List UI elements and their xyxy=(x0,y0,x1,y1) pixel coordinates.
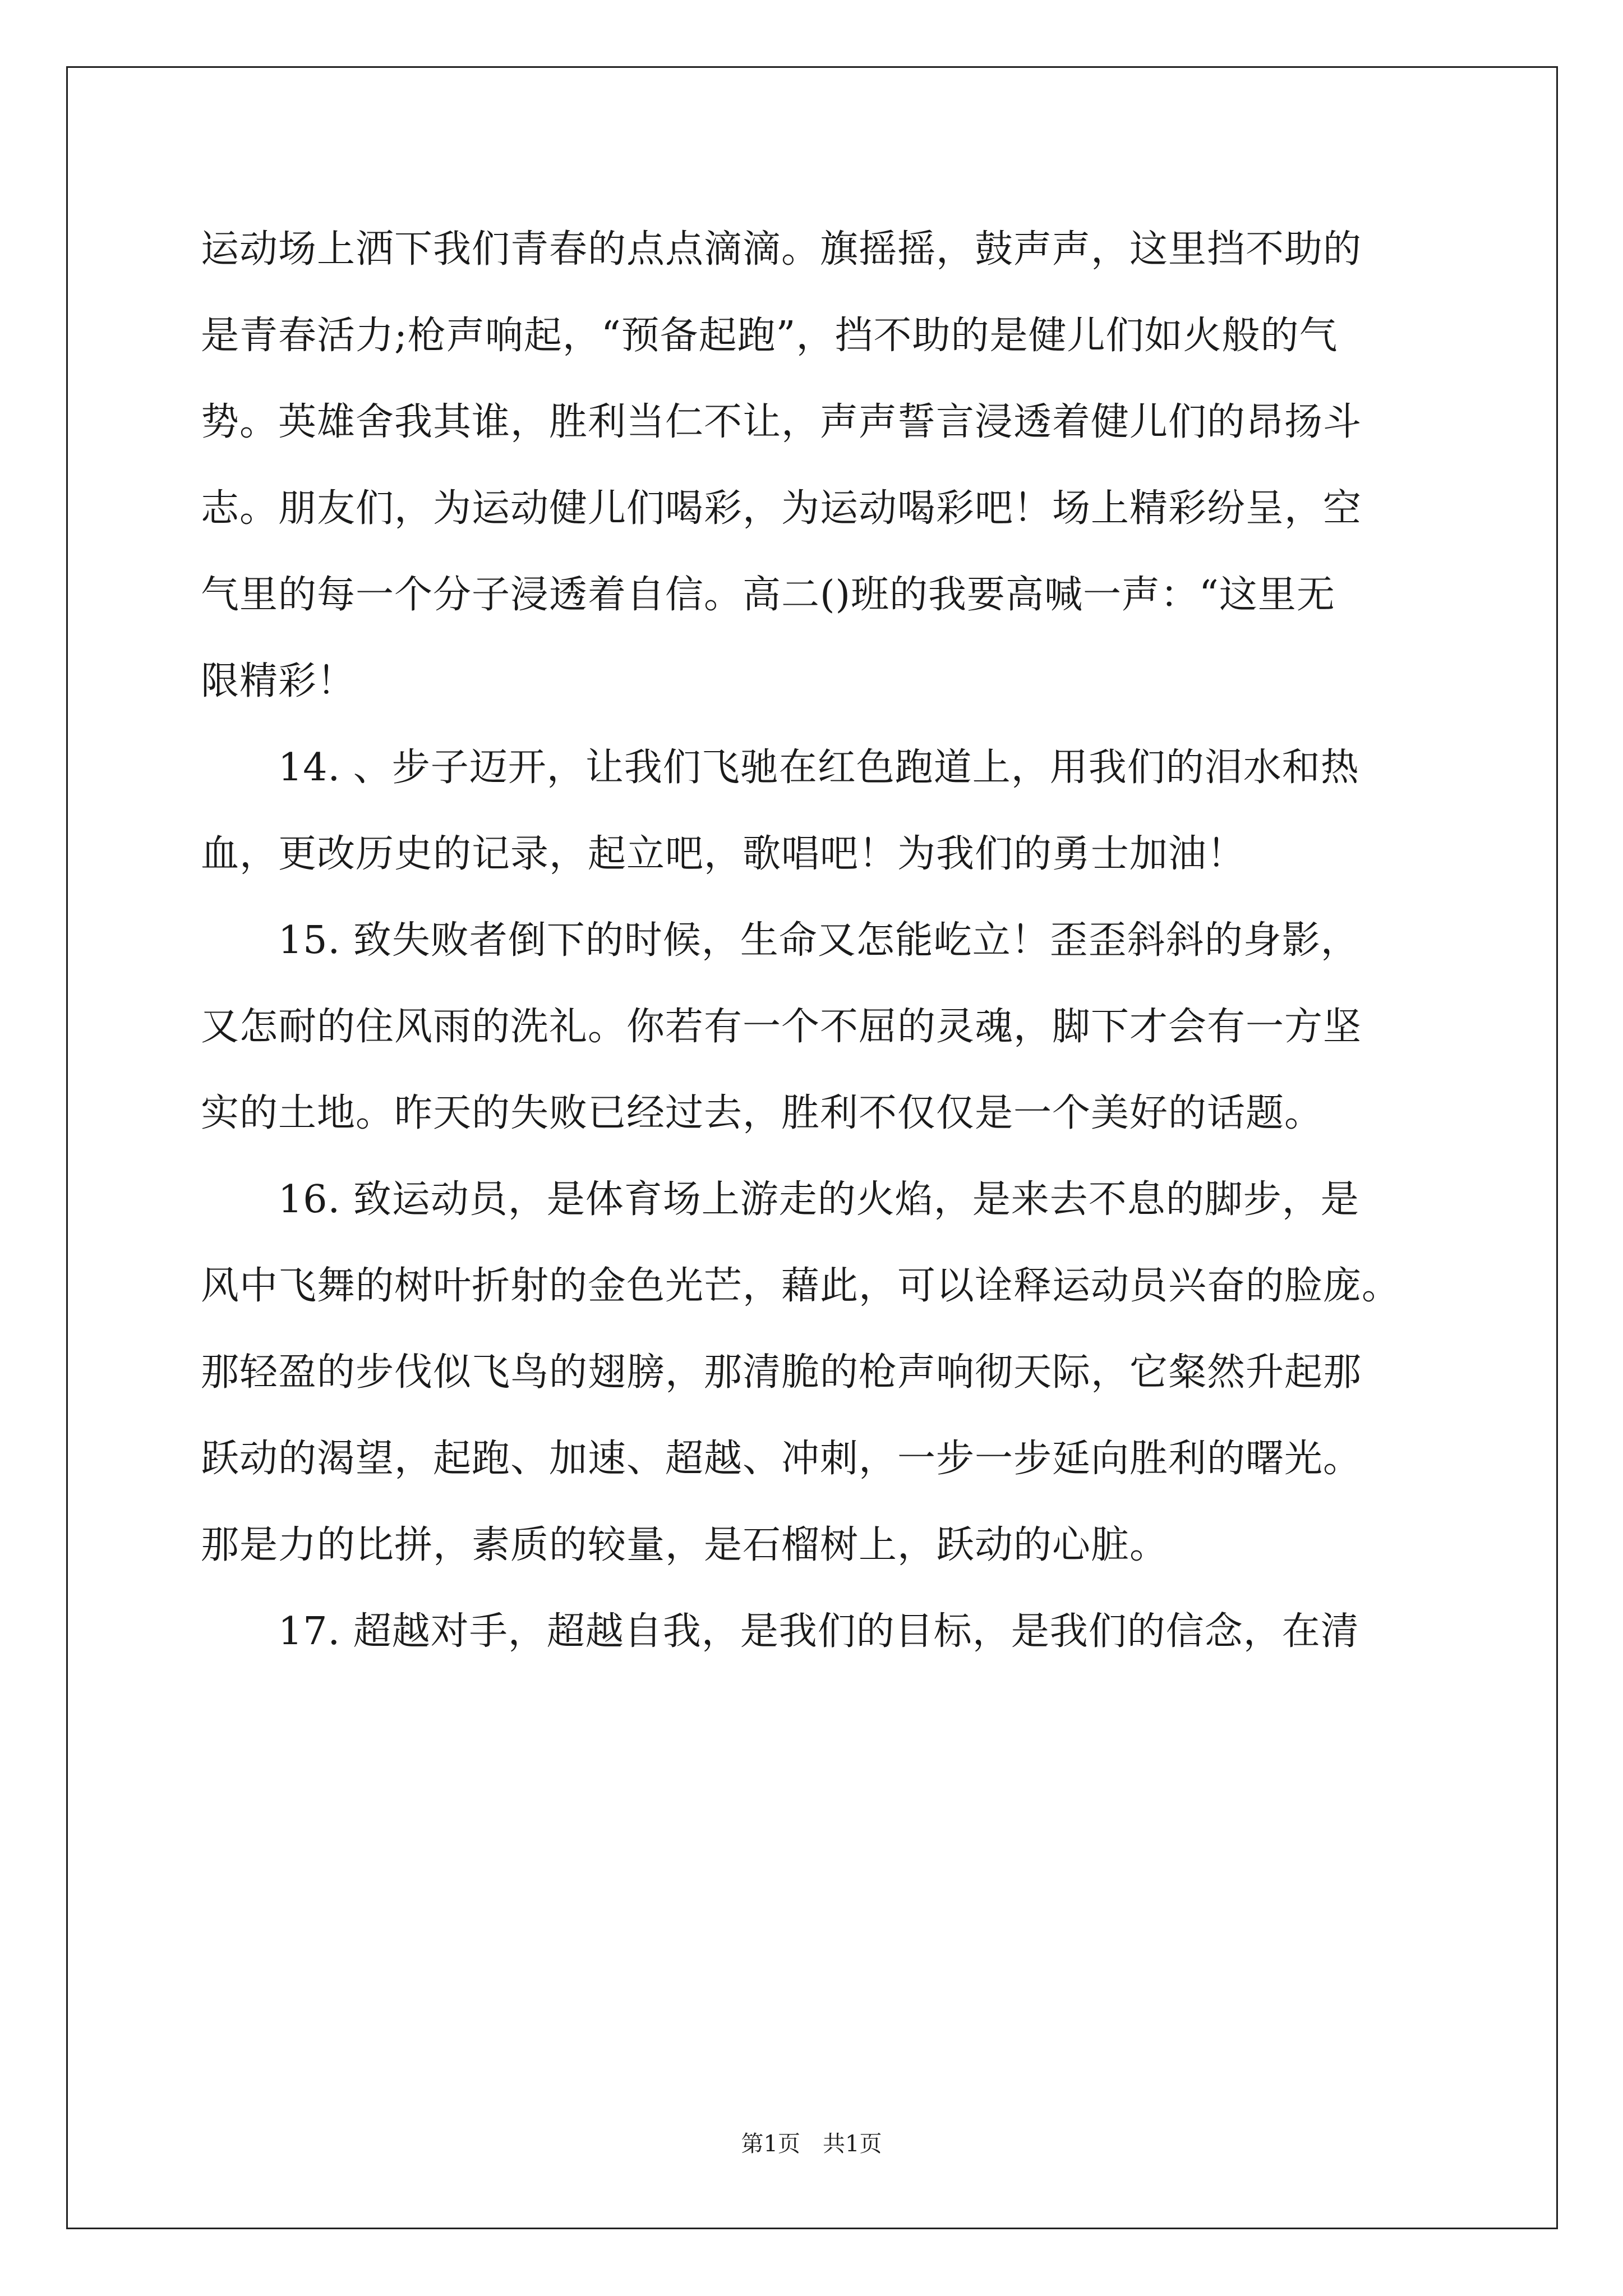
text-line: 血，更改历史的记录，起立吧，歌唱吧！为我们的勇士加油！ xyxy=(201,832,1246,876)
text-line: 跃动的渴望，起跑、加速、超越、冲刺，一步一步延向胜利的曙光。 xyxy=(201,1437,1362,1481)
text-line: 风中飞舞的树叶折射的金色光芒，藉此，可以诠释运动员兴奋的脸庞。 xyxy=(201,1264,1401,1308)
text-line: 限精彩！ xyxy=(201,659,356,703)
text-line: 那轻盈的步伐似飞鸟的翅膀，那清脆的枪声响彻天际，它粲然升起那 xyxy=(201,1350,1362,1395)
text-line: 是青春活力;枪声响起，“预备起跑”，挡不助的是健儿们如火般的气 xyxy=(201,314,1338,358)
text-line: 那是力的比拼，素质的较量，是石榴树上，跃动的心脏。 xyxy=(201,1523,1169,1567)
text-line: 14. 、步子迈开，让我们飞驰在红色跑道上，用我们的泪水和热 xyxy=(201,746,1359,790)
document-body xyxy=(201,206,1468,1675)
text-line: 气里的每一个分子浸透着自信。高二()班的我要高喊一声：“这里无 xyxy=(201,573,1335,617)
text-line: 实的土地。昨天的失败已经过去，胜利不仅仅是一个美好的话题。 xyxy=(201,1091,1324,1135)
text-line: 15. 致失败者倒下的时候，生命又怎能屹立！歪歪斜斜的身影， xyxy=(201,918,1359,963)
text-line: 又怎耐的住风雨的洗礼。你若有一个不屈的灵魂，脚下才会有一方坚 xyxy=(201,1005,1362,1049)
page-footer: 第1页 共1页 xyxy=(741,2131,882,2157)
text-line: 运动场上洒下我们青春的点点滴滴。旗摇摇，鼓声声，这里挡不助的 xyxy=(201,227,1362,272)
text-line: 势。英雄舍我其谁，胜利当仁不让，声声誓言浸透着健儿们的昂扬斗 xyxy=(201,400,1362,444)
text-line: 16. 致运动员，是体育场上游走的火焰，是来去不息的脚步，是 xyxy=(201,1177,1359,1222)
text-line: 志。朋友们，为运动健儿们喝彩，为运动喝彩吧！场上精彩纷呈，空 xyxy=(201,486,1362,531)
text-line: 17. 超越对手，超越自我，是我们的目标，是我们的信念，在清 xyxy=(201,1609,1359,1654)
